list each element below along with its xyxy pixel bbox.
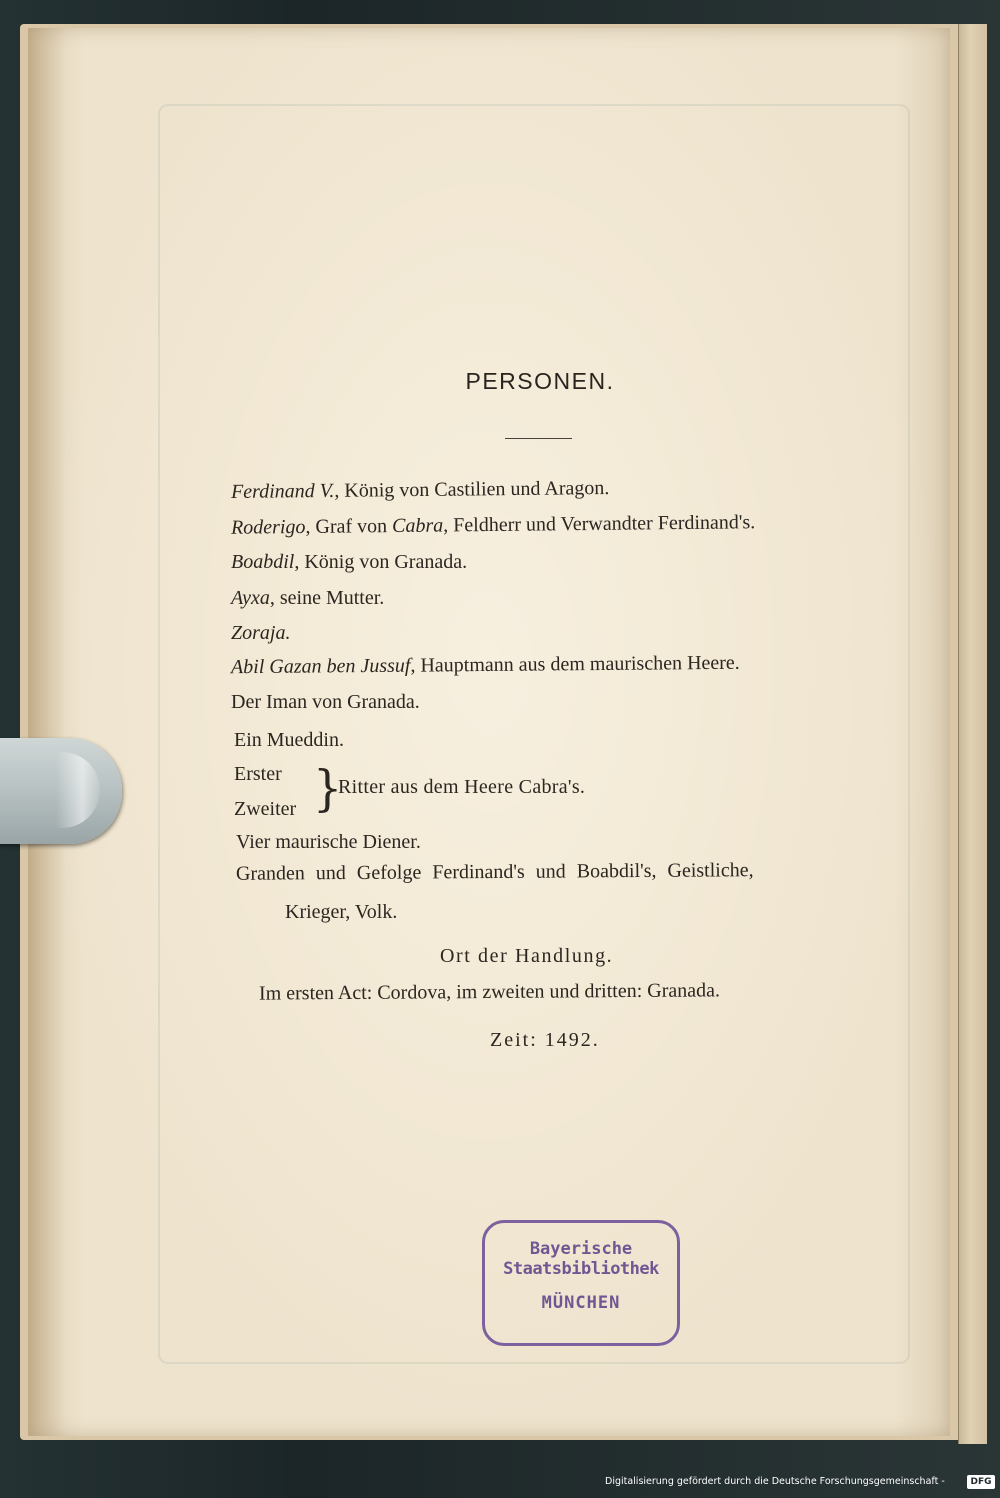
character-name: Ayxa bbox=[231, 587, 270, 609]
grouping-brace: } bbox=[313, 759, 343, 817]
cast-line: Krieger, Volk. bbox=[285, 901, 398, 923]
stamp-line: Bayerische bbox=[529, 1239, 633, 1259]
place-text: Im ersten Act: Cordova, im zweiten und dritten: Granada. bbox=[258, 979, 721, 1005]
digitization-credit: Digitalisierung gefördert durch die Deutsche Forschungsgemeinschaft - bbox=[605, 1476, 945, 1487]
dfg-logo-icon: DFG bbox=[967, 1475, 995, 1489]
title-rule bbox=[505, 438, 572, 439]
knight-second: Zweiter bbox=[234, 798, 297, 820]
character-name: Zoraja. bbox=[231, 622, 291, 644]
page-title: PERSONEN. bbox=[465, 368, 615, 394]
library-stamp bbox=[482, 1220, 680, 1346]
character-name: Abil Gazan ben Jussuf bbox=[230, 654, 411, 679]
character-role: seine Mutter. bbox=[279, 587, 385, 609]
cast-line: Boabdil, König von Granada. bbox=[231, 551, 468, 573]
stamp-line: Staatsbibliothek bbox=[503, 1259, 659, 1279]
cast-line: Ayxa, seine Mutter. bbox=[231, 587, 385, 609]
stamp-line: MÜNCHEN bbox=[541, 1293, 621, 1313]
character-role: Hauptmann aus dem maurischen Heere. bbox=[420, 651, 740, 677]
cast-line: Ferdinand V., König von Castilien und Aragon. bbox=[230, 477, 610, 503]
cast-line: Granden und Gefolge Ferdinand's und Boabdil's, Geistliche, bbox=[235, 859, 754, 885]
character-role: König von Granada. bbox=[304, 551, 468, 573]
time-text: Zeit: 1492. bbox=[490, 1029, 600, 1051]
character-role-name: Cabra bbox=[391, 514, 444, 538]
place-heading: Ort der Handlung. bbox=[440, 945, 614, 967]
knight-first: Erster bbox=[234, 763, 282, 785]
character-role: König von Castilien und Aragon. bbox=[344, 477, 610, 502]
cast-line: Abil Gazan ben Jussuf, Hauptmann aus dem maurischen Heere. bbox=[230, 651, 740, 679]
cast-line: Ein Mueddin. bbox=[234, 729, 344, 751]
cast-line bbox=[231, 621, 290, 645]
cast-line: Roderigo, Graf von Cabra, Feldherr und Verwandter Ferdinand's. bbox=[230, 511, 756, 539]
character-name: Boabdil bbox=[231, 551, 295, 573]
knights-description: Ritter aus dem Heere Cabra's. bbox=[338, 776, 586, 798]
character-name: Roderigo bbox=[230, 515, 306, 539]
cast-line: Der Iman von Granada. bbox=[231, 691, 420, 713]
character-role: , Feldherr und Verwandter Ferdinand's. bbox=[443, 511, 756, 537]
character-name: Ferdinand V. bbox=[230, 479, 335, 503]
cast-line: Vier maurische Diener. bbox=[236, 831, 421, 853]
